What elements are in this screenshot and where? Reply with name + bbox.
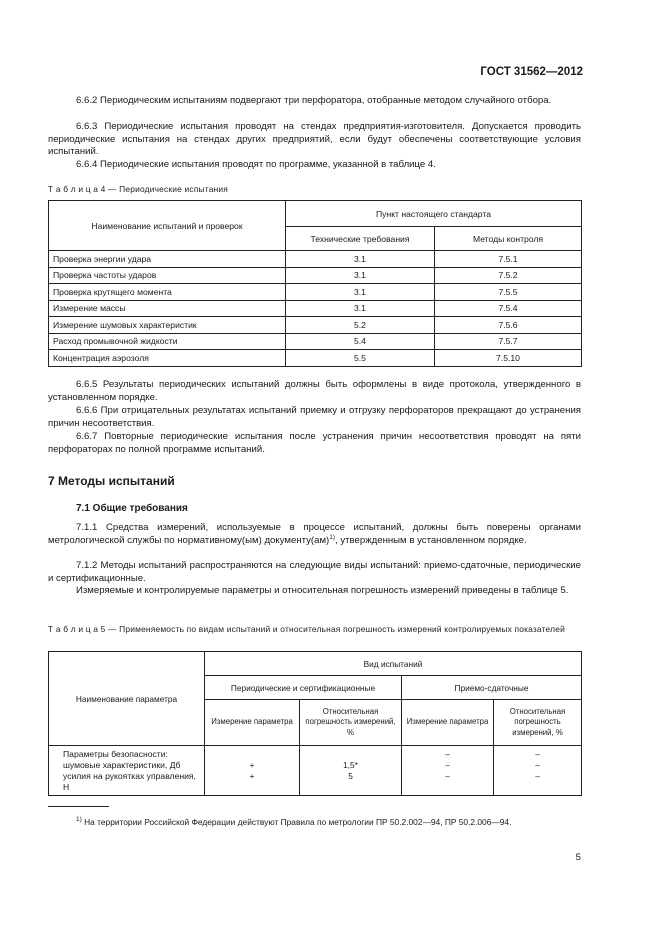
measure-periodic-1: + [249, 760, 255, 770]
table4-cell-method: 7.5.1 [435, 251, 582, 268]
table4-cell-name: Измерение массы [49, 300, 286, 317]
dash: – [445, 760, 450, 770]
table4-cell-method: 7.5.5 [435, 284, 582, 301]
table4-cell-name: Концентрация аэрозоля [49, 350, 286, 367]
error-periodic-2: 5 [348, 771, 353, 781]
paragraph-6-6-3: 6.6.3 Периодические испытания проводят на стендах предприятия-изготовителя. Допускается проводить периодические испытания на стендах других предприятий, если будут обеспечены соответствующие условия испытаний. [48, 121, 581, 158]
table4-cell-req: 3.1 [286, 251, 435, 268]
paragraph-7-1-1 [48, 522, 581, 547]
table4-cell-name: Проверка крутящего момента [49, 284, 286, 301]
param-line-2: шумовые характеристики, Дб [63, 760, 181, 770]
table5-sub-error-acceptance: Относительная погрешность измерений, % [494, 700, 582, 746]
paragraph-7-1-1-text-b: , утвержденным в установленном порядке. [335, 534, 527, 546]
table4-cell-req: 3.1 [286, 300, 435, 317]
table-row [49, 300, 582, 317]
table-row [49, 317, 582, 334]
dash: – [535, 760, 540, 770]
table4-cell-req: 5.4 [286, 333, 435, 350]
paragraph-6-6-7: 6.6.7 Повторные периодические испытания после устранения причин несоответствия проводят на пяти перфораторах по полной программе испытаний. [48, 431, 581, 455]
table5-sub-error-periodic: Относительная погрешность измерений, % [300, 700, 402, 746]
table4-cell-req: 3.1 [286, 284, 435, 301]
table5-cell-param [49, 746, 205, 796]
table4-header-group: Пункт настоящего стандарта [286, 201, 582, 227]
table5-cell-error-periodic [300, 746, 402, 796]
table4-cell-method: 7.5.2 [435, 267, 582, 284]
paragraph-6-6-2: 6.6.2 Периодическим испытаниям подвергают три перфоратора, отобранные методом случайного отбора. [76, 95, 552, 106]
table-row [49, 746, 582, 796]
table4-header-methods: Методы контроля [435, 227, 582, 251]
table4-header-req: Технические требования [286, 227, 435, 251]
section-7-1-title: 7.1 Общие требования [76, 503, 188, 514]
error-periodic-1: 1,5* [343, 760, 358, 770]
paragraph-7-1-3: Измеряемые и контролируемые параметры и относительная погрешность измерений приведены в таблице 5. [76, 585, 569, 596]
footnote [48, 816, 581, 828]
table4-cell-method: 7.5.4 [435, 300, 582, 317]
table4-caption: Т а б л и ц а 4 — Периодические испытания [48, 184, 229, 194]
paragraph-6-6-5: 6.6.5 Результаты периодических испытаний должны быть оформлены в виде протокола, утвержденного в установленном порядке. [48, 379, 581, 403]
table4-cell-name: Расход промывочной жидкости [49, 333, 286, 350]
table4-cell-name: Измерение шумовых характеристик [49, 317, 286, 334]
table5-header-periodic: Периодические и сертификационные [205, 676, 402, 700]
table4-cell-req: 3.1 [286, 267, 435, 284]
table-row [49, 284, 582, 301]
table4-cell-method: 7.5.7 [435, 333, 582, 350]
paragraph-6-6-6: 6.6.6 При отрицательных результатах испытаний приемку и отгрузку перфораторов прекращают до устранения причин несоответствия. [48, 405, 581, 429]
table5-sub-measure-acceptance: Измерение параметра [402, 700, 494, 746]
measure-periodic-2: + [249, 771, 255, 781]
param-line-3: усилия на рукоятках управления, Н [63, 771, 196, 792]
table-row [49, 251, 582, 268]
footnote-ref: 1) [329, 533, 336, 541]
table5-header-group: Вид испытаний [205, 652, 582, 676]
param-line-1: Параметры безопасности: [63, 749, 168, 759]
table5-cell-measure-acceptance [402, 746, 494, 796]
footnote-divider [48, 806, 109, 807]
table-row [49, 333, 582, 350]
table4-cell-req: 5.5 [286, 350, 435, 367]
footnote-marker: 1) [76, 816, 82, 824]
table4-header-name: Наименование испытаний и проверок [49, 201, 286, 251]
dash: – [535, 749, 540, 759]
table5-cell-measure-periodic [205, 746, 300, 796]
dash: – [445, 771, 450, 781]
paragraph-7-1-2: 7.1.2 Методы испытаний распространяются на следующие виды испытаний: приемо-сдаточные, периодические и сертификационные. [48, 560, 581, 584]
table5-caption: Т а б л и ц а 5 — Применяемость по видам испытаний и относительная погрешность измерений контролируемых показателей [48, 624, 565, 634]
table-4 [48, 200, 582, 367]
table4-cell-name: Проверка частоты ударов [49, 267, 286, 284]
document-code: ГОСТ 31562—2012 [480, 66, 583, 78]
section-7-title: 7 Методы испытаний [48, 474, 175, 488]
dash: – [445, 749, 450, 759]
table-5 [48, 651, 582, 796]
table4-cell-method: 7.5.10 [435, 350, 582, 367]
table-row [49, 350, 582, 367]
table5-cell-error-acceptance [494, 746, 582, 796]
footnote-text: На территории Российской Федерации действуют Правила по метрологии ПР 50.2.002—94, ПР 50.2.006—94. [84, 817, 512, 827]
table5-header-name: Наименование параметра [49, 652, 205, 746]
table5-header-acceptance: Приемо-сдаточные [402, 676, 582, 700]
dash: – [535, 771, 540, 781]
paragraph-7-1-1-text-a: 7.1.1 Средства измерений, используемые в процессе испытаний, должны быть поверены органами метрологической службы по нормативному(ым) документу(ам) [48, 522, 581, 546]
table-row [49, 267, 582, 284]
page-number: 5 [575, 852, 581, 863]
table4-cell-req: 5.2 [286, 317, 435, 334]
paragraph-6-6-4: 6.6.4 Периодические испытания проводят по программе, указанной в таблице 4. [76, 159, 436, 170]
table5-sub-measure-periodic: Измерение параметра [205, 700, 300, 746]
table4-cell-name: Проверка энергии удара [49, 251, 286, 268]
table4-cell-method: 7.5.6 [435, 317, 582, 334]
